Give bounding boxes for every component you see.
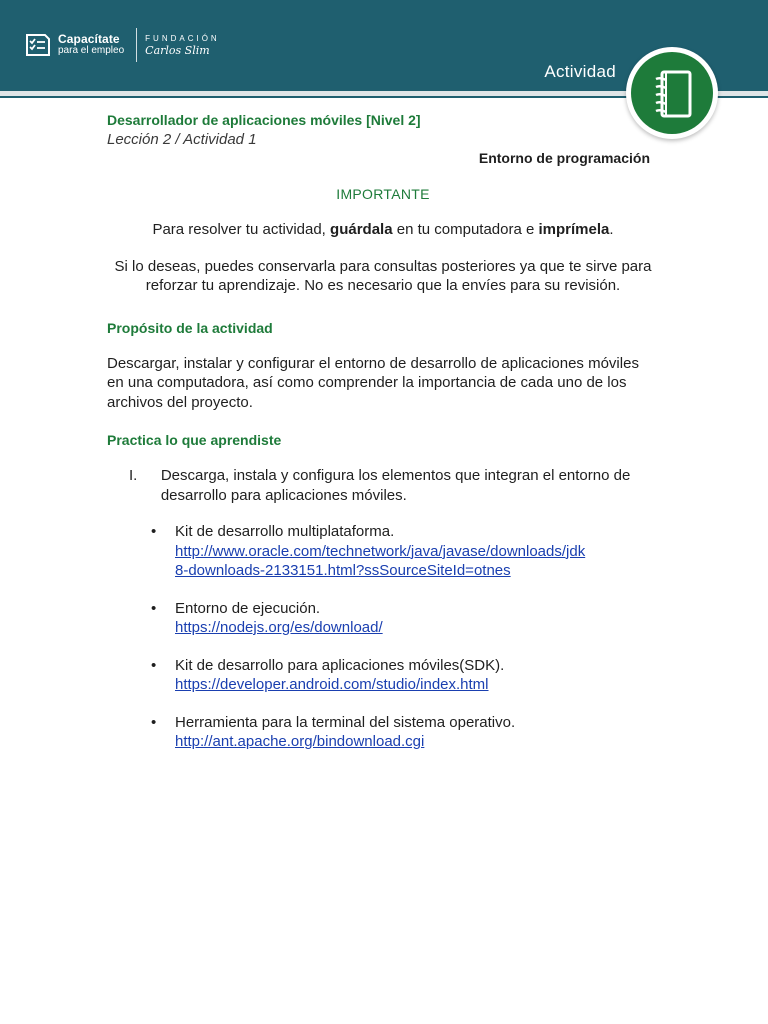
brand-name: Capacítate: [58, 32, 120, 46]
resource-label: Herramienta para la terminal del sistema operativo.: [175, 713, 516, 731]
instruction-text: Para resolver tu actividad, guárdala en tu computadora e imprímela.: [152, 221, 614, 238]
topic-title: Entorno de programación: [478, 150, 650, 166]
course-title: Desarrollador de aplicaciones móviles [Nivel 2]: [107, 112, 421, 128]
step-number: I.: [129, 467, 138, 484]
resource-label: Entorno de ejecución.: [175, 599, 321, 617]
fundacion-label: FUNDACIÓN: [145, 34, 220, 43]
bullet-icon: •: [151, 713, 157, 731]
resource-item: [107, 713, 659, 752]
brand-sub: para el empleo: [58, 45, 125, 56]
bullet-icon: •: [151, 656, 157, 674]
resource-item: [107, 656, 659, 695]
purpose-text: Descargar, instalar y configurar el entorno de desarrollo de aplicaciones móviles en una computadora, así como comprender la importancia de cada uno de los archivos del proyecto.: [107, 354, 639, 411]
practice-heading: Practica lo que aprendiste: [107, 432, 282, 448]
step-text: Descarga, instala y configura los elementos que integran el entorno de desarrollo para aplicaciones móviles.: [160, 467, 631, 504]
document-content: [107, 111, 659, 752]
resource-link[interactable]: https://nodejs.org/es/download/: [175, 619, 383, 636]
resource-link[interactable]: http://www.oracle.com/technetwork/java/javase/downloads/jdk 8-downloads-2133151.html?ssSourceSiteId=otnes: [175, 542, 586, 579]
resource-label: Kit de desarrollo para aplicaciones móviles(SDK).: [175, 656, 505, 674]
section-label: Actividad: [544, 62, 616, 81]
resource-label: Kit de desarrollo multiplataforma.: [175, 523, 395, 540]
resource-link[interactable]: https://developer.android.com/studio/index.html: [175, 676, 489, 693]
resource-item: [107, 599, 659, 638]
fundacion-logo: [145, 33, 220, 57]
bullet-icon: •: [151, 523, 157, 540]
resource-item: [107, 522, 659, 581]
checklist-icon: [24, 32, 52, 58]
step-item: [107, 466, 659, 505]
lesson-subtitle: Lección 2 / Actividad 1: [107, 131, 257, 148]
purpose-heading: Propósito de la actividad: [107, 319, 273, 336]
bullet-icon: •: [151, 599, 157, 617]
important-heading: IMPORTANTE: [336, 186, 430, 202]
brand-text: [58, 33, 124, 57]
logo-divider: [136, 28, 137, 62]
resource-link[interactable]: http://ant.apache.org/bindownload.cgi: [175, 733, 425, 750]
note-text: Si lo deseas, puedes conservarla para consultas posteriores ya que te sirve para reforzar tu aprendizaje. No es necesario que la envíes para su revisión.: [114, 257, 652, 294]
fundacion-signature: Carlos Slim: [145, 44, 210, 57]
capacitate-logo: [24, 28, 220, 62]
